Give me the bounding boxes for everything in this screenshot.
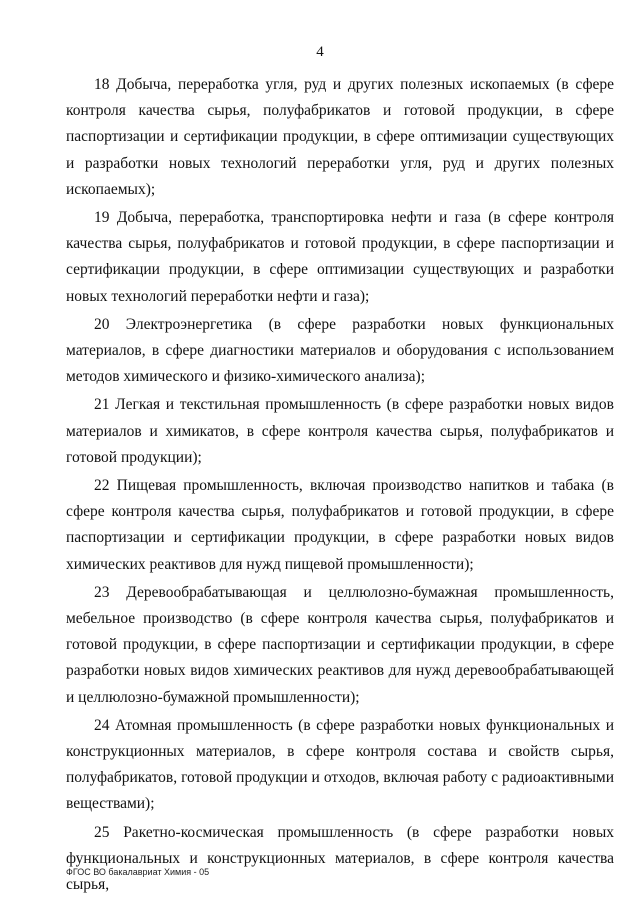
paragraph-21: 21 Легкая и текстильная промышленность (в сфере разработки новых видов материалов и химикатов, в сфере контроля качества сырья, полуфабрикатов и готовой продукции); — [66, 396, 614, 466]
page-footer: ФГОС ВО бакалавриат Химия - 05 — [66, 867, 210, 877]
body-text — [66, 72, 614, 898]
page-number: 4 — [316, 44, 324, 60]
paragraph-19: 19 Добыча, переработка, транспортировка нефти и газа (в сфере контроля качества сырья, полуфабрикатов и готовой продукции, в сфере паспортизации и сертификации продукции, в сфере оптимизации существующих и разработки новых технологий переработки нефти и газа); — [66, 209, 614, 305]
paragraph-20: 20 Электроэнергетика (в сфере разработки новых функциональных материалов, в сфере диагностики материалов и оборудования с использованием методов химического и физико-химического анализа); — [66, 315, 614, 386]
paragraph-18: 18 Добыча, переработка угля, руд и других полезных ископаемых (в сфере контроля качества сырья, полуфабрикатов и готовой продукции, в сфере паспортизации и сертификации продукции, в сфере оптимизации существующих и разработки новых технологий переработки угля, руд и других полезных ископаемых); — [66, 76, 614, 198]
paragraph-25: 25 Ракетно-космическая промышленность (в сфере разработки новых функциональных и конструкционных материалов, в сфере контроля качества сырья, — [66, 823, 614, 894]
paragraph-23: 23 Деревообрабатывающая и целлюлозно-бумажная промышленность, мебельное производство (в сфере контроля качества сырья, полуфабрикатов и готовой продукции, в сфере паспортизации и сертификации продукции, в сфере разработки новых видов химических реактивов для нужд деревообрабатывающей и целлюлозно-бумажной промышленности); — [66, 583, 614, 706]
paragraph-22: 22 Пищевая промышленность, включая производство напитков и табака (в сфере контроля качества сырья, полуфабрикатов и готовой продукции, в сфере паспортизации и сертификации продукции, в сфере разработки новых видов химических реактивов для нужд пищевой промышленности); — [66, 477, 614, 573]
paragraph-24: 24 Атомная промышленность (в сфере разработки новых функциональных и конструкционных материалов, в сфере контроля состава и свойств сырья, полуфабрикатов, готовой продукции и отходов, включая работу с радиоактивными веществами); — [66, 716, 614, 813]
